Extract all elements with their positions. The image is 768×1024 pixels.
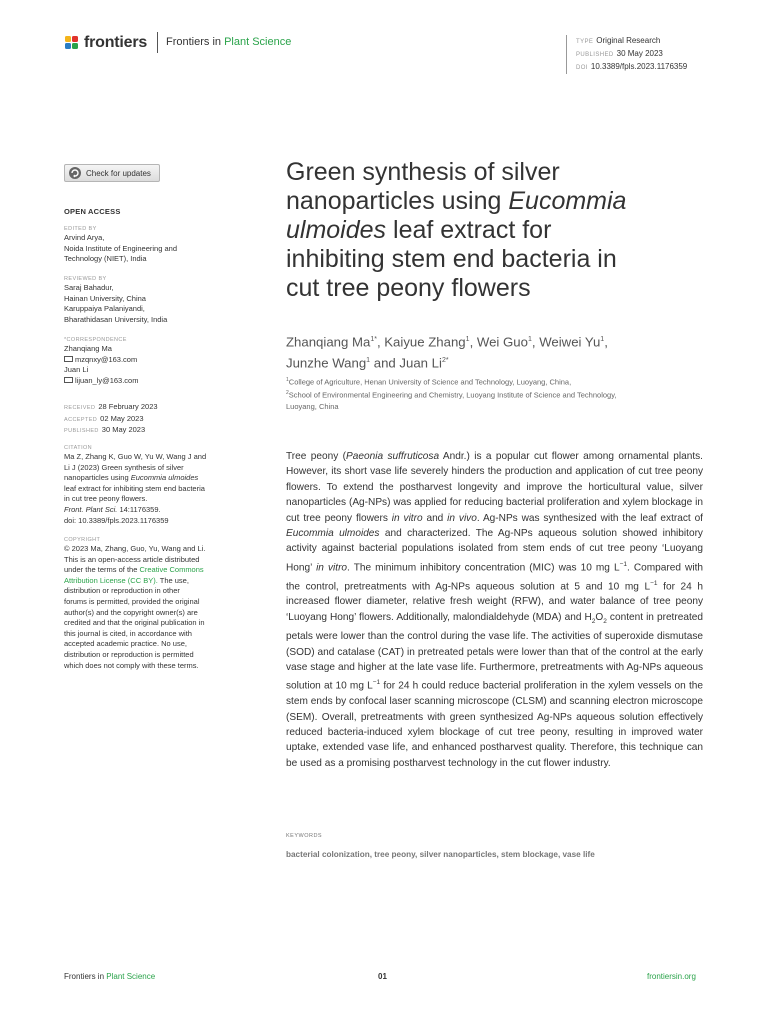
copyright-text: distribution or reproduction in other [64,586,180,596]
license-link[interactable]: Creative Commons [139,565,204,575]
citation-text: Ma Z, Zhang K, Guo W, Yu W, Wang J and [64,452,207,461]
abstract-text: Tree peony ( [286,451,347,462]
citation-species: Eucommia ulmoides [130,473,199,483]
copyright-text: under the terms of the [64,565,140,575]
citation-block [64,444,254,526]
accepted-date: 02 May 2023 [100,413,144,423]
affiliation-text: College of Agriculture, Henan University of Science and Technology, Luoyang, China, [288,377,572,387]
abstract-term: in vitro [391,512,423,524]
author-affil-sup: 2* [441,356,449,364]
license-link[interactable]: Attribution License (CC BY). [64,575,158,585]
abstract-term: in vivo [447,512,477,524]
published-date: 30 May 2023 [101,425,146,435]
abstract-term: in vitro [316,562,348,574]
received-label: RECEIVED [64,405,96,411]
title-text: inhibiting stem end bacteria in [286,245,617,273]
page-number: 01 [378,972,387,981]
abstract [286,449,703,771]
type-label: TYPE [576,39,594,45]
abstract-text: for 24 h could reduce bacterial proliferation in the xylem vessels on the stem ends by confocal laser scanning microscope (CLSM) and scanning electron microscope (SEM). Overall, pretreatments with green synthesized Ag-NPs aqueous solution effectively reduced bacteria-induced xylem blockage of cut tree peony, resulting in improved water uptake, extended vase life, and enhanced postharvest quality. Therefore, this technique can be used as a promising postharvest technology in the cut flower industry. [286,680,703,769]
correspondent-name: Zhanqiang Ma [64,344,112,353]
correspondence-label: *CORRESPONDENCE [64,337,127,343]
author-name[interactable]: Wei Guo [476,334,528,350]
title-text: nanoparticles using [286,187,509,215]
author-affil-sup: 1* [370,336,377,343]
type-value: Original Research [596,36,661,45]
author-name[interactable]: Weiwei Yu [539,334,601,350]
abstract-species: Paeonia suffruticosa [346,451,440,462]
citation-text: leaf extract for inhibiting stem end bacteria [64,483,205,493]
citation-journal: Front. Plant Sci. [64,504,118,514]
copyright-text: credited and that the original publication in [64,618,205,628]
copyright-text: © 2023 Ma, Zhang, Guo, Yu, Wang and Li. [64,544,206,553]
affiliation-text: School of Environmental Engineering and Chemistry, Luoyang Institute of Science and Technology, [288,390,617,400]
refresh-icon [68,166,82,180]
correspondence-block [64,336,254,386]
doi-link[interactable]: 10.3389/fpls.2023.1176359 [590,62,688,71]
abstract-text: . Ag-NPs was synthesized with the leaf extract of [476,512,703,524]
copyright-text: The use, [157,575,189,585]
reviewer-affiliation: Hainan University, China [64,293,146,303]
edited-by-block [64,225,254,265]
published-label: PUBLISHED [64,428,99,435]
author-affil-sup: 1 [366,356,371,364]
frontiers-logo-icon [64,35,80,51]
copyright-text: distribution or reproduction is permitted [64,649,194,659]
abstract-text: content in pretreated petals were lower than the control during the vase life. The activities of superoxide dismutase (SOD) and catalase (CAT) in pretreated petals were lower than that of the control at the early vase stage and higher at the late vase life. Furthermore, pretreatments with Ag-NPs aqueous solution at 10 mg L [286,611,703,692]
check-for-updates-button[interactable] [64,164,160,182]
citation-text: in cut tree peony flowers. [64,494,148,504]
header-divider [157,32,158,53]
copyright-text: This is an open-access article distributed [64,554,200,564]
check-for-updates-label: Check for updates [86,168,151,178]
author-affil-sup: 1 [465,336,470,343]
reviewer-name: Karuppaiya Palaniyandi, [64,304,145,314]
editor-name: Arvind Arya, [64,233,105,242]
abstract-superscript: −1 [619,560,627,568]
editor-affiliation: Noida Institute of Engineering and [64,243,177,253]
citation-label: CITATION [64,445,93,451]
title-species: ulmoides [286,216,387,244]
author-conjunction: and [373,355,396,371]
copyright-text: which does not comply with these terms. [64,660,199,670]
copyright-block [64,536,254,671]
footer-journal[interactable] [64,972,155,981]
author-name[interactable]: Kaiyue Zhang [384,334,466,350]
abstract-superscript: −1 [372,679,381,687]
citation-text: 14:1176359. [117,504,161,514]
title-text: Green synthesis of silver [286,158,560,186]
doi-label: DOI [576,65,588,71]
email-text: mzqnxy@163.com [75,354,138,364]
logo-text: frontiers [84,34,148,51]
keywords-label: KEYWORDS [286,833,323,839]
edited-by-label: EDITED BY [64,226,97,232]
mail-icon [64,356,73,362]
correspondent-email[interactable] [64,376,254,387]
article-title [286,158,706,303]
mail-icon [64,377,73,383]
footer-journal-name: Plant Science [106,972,156,981]
title-text: leaf extract for [386,216,552,244]
copyright-text: accepted academic practice. No use, [64,639,187,649]
published-value: 30 May 2023 [616,49,663,58]
open-access-label: OPEN ACCESS [64,207,121,216]
email-text: lijuan_ly@163.com [75,375,139,385]
reviewed-by-label: REVIEWED BY [64,276,107,282]
correspondent-name: Juan Li [64,365,89,375]
author-name[interactable]: Junzhe Wang [286,355,367,371]
author-affil-sup: 1 [600,336,605,343]
received-date: 28 February 2023 [98,402,158,411]
journal-title: Plant Science [224,36,292,48]
article-meta [566,35,687,74]
affil-sup: 1 [286,377,289,383]
citation-text: nanoparticles using [64,473,131,483]
accepted-label: ACCEPTED [64,416,98,423]
footer-journal-prefix: Frontiers in [64,972,105,981]
keywords-list: bacterial colonization, tree peony, silver nanoparticles, stem blockage, vase life [286,850,595,859]
copyright-text: forums is permitted, provided the original [64,596,200,606]
journal-prefix: Frontiers in [166,36,222,48]
affiliation-text: Luoyang, China [286,401,339,411]
dates-block [64,402,254,437]
footer-site-link[interactable]: frontiersin.org [647,972,696,981]
title-species: Eucommia [508,187,627,215]
affiliations [286,375,716,412]
affil-sup: 2 [286,390,289,397]
abstract-text: and [422,512,448,524]
abstract-text: and characterized. The Ag-NPs aqueous solution showed inhibitory activity against bacterial populations isolated from stem ends of cut tree peony ‘Luoyang Hong’ [286,528,703,574]
citation-doi[interactable]: doi: 10.3389/fpls.2023.1176359 [64,515,169,525]
abstract-species: Eucommia ulmoides [286,528,380,540]
title-text: cut tree peony flowers [286,274,531,302]
copyright-text: this journal is cited, in accordance with [64,628,192,638]
author-list: Zhanqiang $Ma^{1*}$, Kaiyue Zhang$^1$, Wei Guo$^1$, Weiwei Yu$^1$, Junzhe Wang$^1$ and Juan $Li^{2*}$ [286,334,608,371]
abstract-superscript: −1 [650,579,658,587]
frontiers-logo[interactable] [64,33,147,53]
copyright-label: COPYRIGHT [64,537,101,543]
citation-text: Li J (2023) Green synthesis of silver [64,462,184,472]
abstract-subscript: 2 [603,617,607,625]
author-name[interactable]: Juan Li [399,355,442,371]
correspondent-email[interactable] [64,355,254,366]
reviewer-name: Saraj Bahadur, [64,283,114,292]
abstract-text: . The minimum inhibitory concentration (MIC) was 10 mg L [347,562,620,574]
abstract-text: . Compared with the control, pretreatments with Ag-NPs aqueous solution at 5 and 10 mg L [286,562,703,592]
journal-name[interactable] [166,36,291,48]
author-affil-sup: 1 [527,336,532,343]
abstract-text: for 24 h increased flower diameter, relative fresh weight (RFW), and water balance of tree peony ‘Luoyang Hong’ flowers. Additionally, malondialdehyde (MDA) and H [286,580,703,623]
published-label: PUBLISHED [576,52,614,58]
abstract-subscript: 2 [591,617,596,625]
author-name[interactable]: Zhanqiang Ma [286,334,371,350]
copyright-text: author(s) and the copyright owner(s) are [64,607,198,617]
reviewed-by-block [64,275,254,325]
editor-affiliation: Technology (NIET), India [64,254,147,264]
reviewer-affiliation: Bharathidasan University, India [64,314,168,324]
abstract-text: Andr.) is a popular cut flower among ornamental plants. However, its short vase life severely hinders the production and application of cut tree peony flowers. To extend the postharvest longevity and improve the horticultural value, silver nanoparticles (Ag-NPs) was applied for reducing bacterial proliferation and xylem blockage in cut tree peony flowers [286,451,703,524]
abstract-text: O [595,611,604,623]
